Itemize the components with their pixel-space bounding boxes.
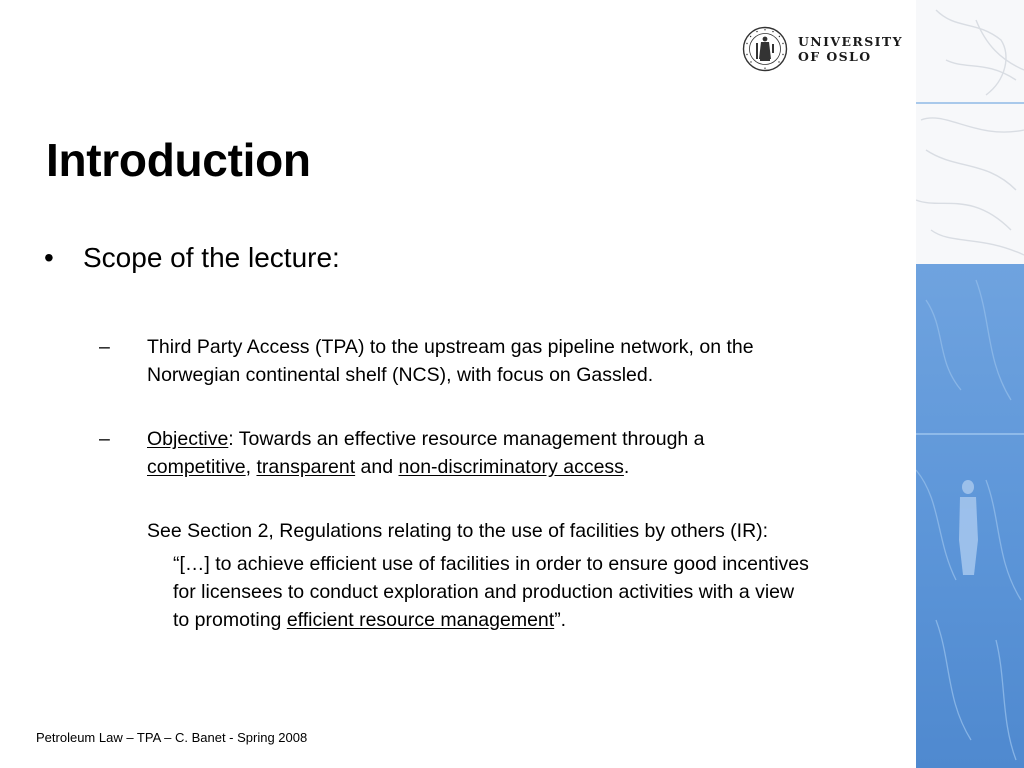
separator: and (355, 456, 399, 478)
university-seal-icon (742, 26, 788, 72)
objective-rest: : Towards an effective resource management through a (228, 428, 705, 450)
wordmark-line-2: OF OSLO (798, 49, 872, 64)
regulation-reference: See Section 2, Regulations relating to the use of facilities by others (IR): (147, 520, 769, 542)
university-wordmark (798, 34, 903, 64)
sub-item-line: Norwegian continental shelf (NCS), with focus on Gassled. (147, 364, 654, 386)
bullet-text: Scope of the lecture: (83, 242, 340, 273)
efficient-resource-management: efficient resource management (286, 609, 555, 631)
quote-line-1: “[…] to achieve efficient use of facilities in order to ensure good incentives (173, 553, 809, 575)
term-competitive: competitive (147, 456, 246, 478)
university-logo (742, 24, 903, 74)
wordmark-line-1: UNIVERSITY (798, 34, 903, 49)
slide-footer: Petroleum Law – TPA – C. Banet - Spring 2008 (36, 730, 308, 745)
regulation-quote (173, 550, 933, 634)
quote-line-3-pre: to promoting (173, 609, 287, 631)
sentence-end: . (623, 456, 630, 478)
quote-line-2: for licensees to conduct exploration and production activities with a view (173, 581, 795, 603)
band-engraving-illustration (916, 0, 1024, 768)
objective-line-2 (147, 453, 877, 481)
term-transparent: transparent (256, 456, 356, 478)
sub-item-body (147, 333, 877, 389)
decorative-side-band (916, 0, 1024, 768)
sub-item-line: Third Party Access (TPA) to the upstream gas pipeline network, on the (147, 336, 754, 358)
term-non-discriminatory-access: non-discriminatory access (398, 456, 624, 478)
quote-line-3 (173, 606, 933, 634)
sub-item-marker: – (99, 428, 110, 450)
slide-title: Introduction (46, 134, 311, 186)
bullet-marker: • (44, 242, 54, 273)
sub-item-body (147, 425, 877, 481)
objective-label: Objective (147, 428, 229, 450)
quote-line-3-post: ”. (554, 609, 567, 631)
sub-item-marker: – (99, 336, 110, 358)
objective-line-1 (147, 425, 877, 453)
separator: , (245, 456, 257, 478)
